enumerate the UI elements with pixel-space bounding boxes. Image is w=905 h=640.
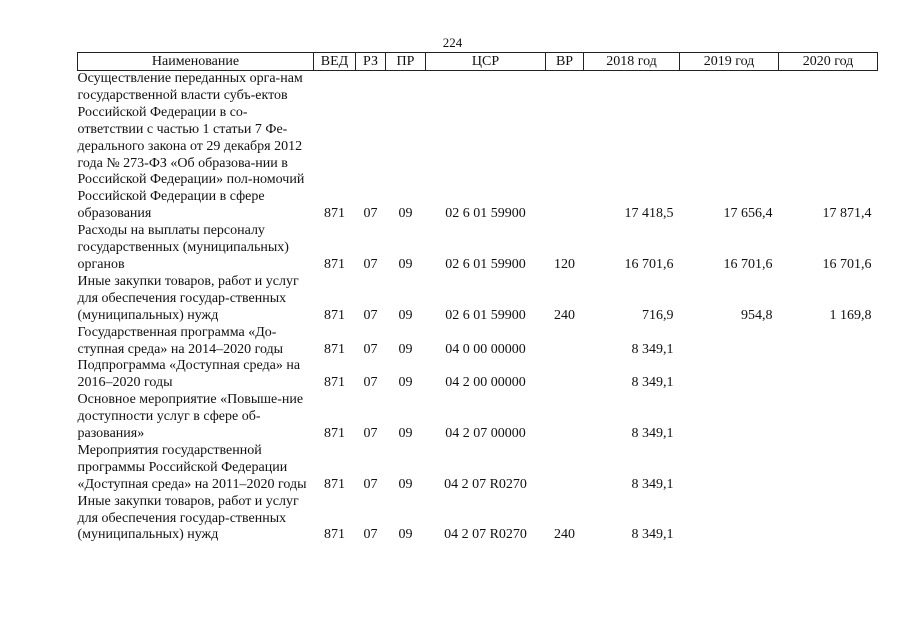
row-vr: 120 bbox=[554, 256, 575, 272]
row-pr: 09 bbox=[398, 476, 413, 492]
row-2020: 1 169,8 bbox=[829, 307, 872, 323]
col-header-csr: ЦСР bbox=[426, 53, 546, 71]
row-pr: 09 bbox=[398, 426, 413, 442]
table-row bbox=[78, 392, 878, 443]
row-rz: 07 bbox=[363, 256, 378, 272]
col-header-name: Наименование bbox=[78, 53, 314, 71]
row-2020: 16 701,6 bbox=[822, 256, 872, 272]
table-row bbox=[78, 223, 878, 274]
col-header-rz: РЗ bbox=[356, 53, 386, 71]
row-name: Расходы на выплаты персоналу государственных (муниципальных) органов bbox=[77, 223, 289, 272]
row-csr: 04 2 07 R0270 bbox=[444, 476, 527, 492]
row-2018: 8 349,1 bbox=[631, 426, 674, 442]
row-2020 bbox=[779, 358, 878, 392]
row-2018: 8 349,1 bbox=[631, 476, 674, 492]
col-header-2018: 2018 год bbox=[584, 53, 680, 71]
row-ved: 871 bbox=[324, 476, 345, 492]
row-csr: 02 6 01 59900 bbox=[445, 307, 526, 323]
row-vr bbox=[546, 71, 584, 224]
row-vr bbox=[546, 325, 584, 359]
col-header-vr: ВР bbox=[546, 53, 584, 71]
row-name: Мероприятия государственной программы Российской Федерации «Доступная среда» на 2011–2020 годы bbox=[77, 442, 307, 492]
row-2020 bbox=[779, 325, 878, 359]
row-name: Подпрограмма «Доступная среда» на 2016–2020 годы bbox=[77, 358, 301, 391]
row-ved: 871 bbox=[324, 426, 345, 442]
row-rz: 07 bbox=[363, 375, 378, 391]
row-2018: 17 418,5 bbox=[624, 206, 674, 222]
row-2018: 16 701,6 bbox=[624, 256, 674, 272]
row-csr: 04 0 00 00000 bbox=[445, 341, 526, 357]
row-2020 bbox=[779, 392, 878, 443]
table-row bbox=[78, 358, 878, 392]
row-2018: 716,9 bbox=[642, 307, 674, 323]
row-pr: 09 bbox=[398, 527, 413, 543]
row-csr: 04 2 07 00000 bbox=[445, 426, 526, 442]
row-rz: 07 bbox=[363, 476, 378, 492]
row-2020 bbox=[779, 443, 878, 494]
row-name: Осуществление переданных орга-нам государственной власти субъ-ектов Российской Федерации в со-ответствии с частью 1 статьи 7 Фе-дерального закона от 29 декабря 2012 года № 273-ФЗ «Об образова-нии в Российской Федерации» пол-номочий Российской Федерации в сфере образования bbox=[77, 71, 305, 222]
row-pr: 09 bbox=[398, 256, 413, 272]
row-2019 bbox=[680, 392, 779, 443]
row-2019: 954,8 bbox=[741, 307, 773, 323]
row-ved: 871 bbox=[324, 307, 345, 323]
row-2018: 8 349,1 bbox=[631, 527, 674, 543]
table-row bbox=[78, 325, 878, 359]
table-row bbox=[78, 443, 878, 494]
row-csr: 02 6 01 59900 bbox=[445, 256, 526, 272]
col-header-ved: ВЕД bbox=[314, 53, 356, 71]
row-csr: 02 6 01 59900 bbox=[445, 206, 526, 222]
row-ved: 871 bbox=[324, 206, 345, 222]
row-name: Государственная программа «До-ступная среда» на 2014–2020 годы bbox=[77, 324, 284, 357]
row-2019 bbox=[680, 494, 779, 545]
row-ved: 871 bbox=[324, 375, 345, 391]
row-ved: 871 bbox=[324, 341, 345, 357]
row-name: Иные закупки товаров, работ и услуг для обеспечения государ-ственных (муниципальных) нужд bbox=[77, 273, 299, 323]
table-row bbox=[78, 71, 878, 224]
row-2020: 17 871,4 bbox=[822, 206, 872, 222]
row-ved: 871 bbox=[324, 256, 345, 272]
row-2019 bbox=[680, 358, 779, 392]
row-rz: 07 bbox=[363, 426, 378, 442]
row-vr: 240 bbox=[554, 307, 575, 323]
row-2018: 8 349,1 bbox=[631, 341, 674, 357]
row-vr: 240 bbox=[554, 527, 575, 543]
row-vr bbox=[546, 358, 584, 392]
col-header-pr: ПР bbox=[386, 53, 426, 71]
row-csr: 04 2 00 00000 bbox=[445, 375, 526, 391]
row-2019 bbox=[680, 443, 779, 494]
table-row bbox=[78, 274, 878, 325]
row-rz: 07 bbox=[363, 527, 378, 543]
row-vr bbox=[546, 443, 584, 494]
table-row bbox=[78, 494, 878, 545]
col-header-2019: 2019 год bbox=[680, 53, 779, 71]
page-number: 224 bbox=[442, 35, 463, 50]
row-name: Основное мероприятие «Повыше-ние доступности услуг в сфере об-разования» bbox=[77, 392, 304, 442]
row-2019: 17 656,4 bbox=[723, 206, 773, 222]
budget-table bbox=[77, 52, 878, 544]
row-2019 bbox=[680, 325, 779, 359]
row-pr: 09 bbox=[398, 307, 413, 323]
row-2018: 8 349,1 bbox=[631, 375, 674, 391]
row-rz: 07 bbox=[363, 206, 378, 222]
row-csr: 04 2 07 R0270 bbox=[444, 527, 527, 543]
row-2019: 16 701,6 bbox=[723, 256, 773, 272]
row-ved: 871 bbox=[324, 527, 345, 543]
row-pr: 09 bbox=[398, 375, 413, 391]
row-pr: 09 bbox=[398, 341, 413, 357]
row-rz: 07 bbox=[363, 341, 378, 357]
table-header-row bbox=[78, 53, 878, 71]
row-name: Иные закупки товаров, работ и услуг для обеспечения государ-ственных (муниципальных) нужд bbox=[77, 493, 299, 543]
row-vr bbox=[546, 392, 584, 443]
col-header-2020: 2020 год bbox=[779, 53, 878, 71]
row-rz: 07 bbox=[363, 307, 378, 323]
row-2020 bbox=[779, 494, 878, 545]
row-pr: 09 bbox=[398, 206, 413, 222]
